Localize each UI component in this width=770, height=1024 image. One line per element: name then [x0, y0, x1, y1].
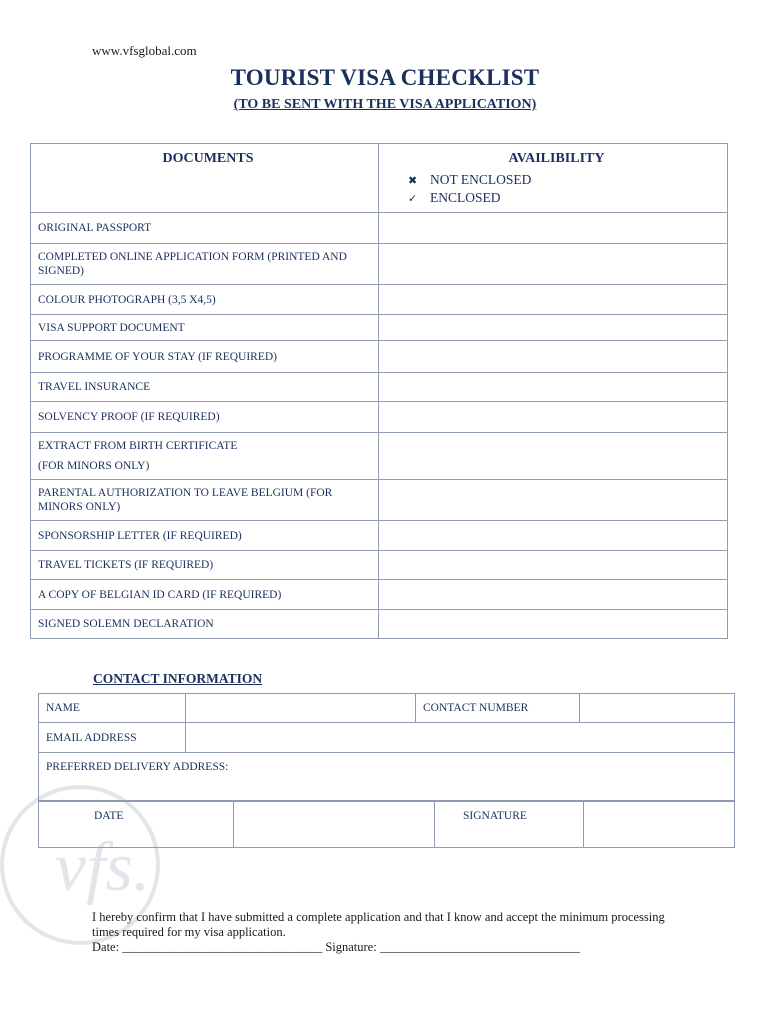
watermark-text: vfs. — [55, 829, 151, 906]
contact-information-heading: CONTACT INFORMATION — [93, 671, 263, 686]
availability-cell[interactable] — [379, 244, 728, 285]
table-row — [31, 213, 728, 244]
email-label: EMAIL ADDRESS — [39, 723, 186, 753]
document-label: COLOUR PHOTOGRAPH (3,5 X4,5) — [31, 285, 379, 315]
document-label: SIGNED SOLEMN DECLARATION — [31, 610, 379, 639]
document-label-note: (FOR MINORS ONLY) — [38, 460, 150, 472]
legend-enclosed — [386, 189, 727, 207]
contact-number-label: CONTACT NUMBER — [416, 694, 580, 723]
delivery-address-field[interactable] — [39, 753, 735, 802]
signature-label: SIGNATURE — [463, 810, 527, 822]
website-url[interactable]: www.vfsglobal.com — [92, 43, 197, 58]
table-row — [31, 341, 728, 373]
document-label: SOLVENCY PROOF (IF REQUIRED) — [31, 402, 379, 433]
table-row — [31, 580, 728, 610]
document-label: TRAVEL TICKETS (IF REQUIRED) — [31, 551, 379, 580]
availability-cell[interactable] — [379, 521, 728, 551]
availability-cell[interactable] — [379, 373, 728, 402]
availability-cell[interactable] — [379, 315, 728, 341]
table-row — [31, 551, 728, 580]
name-label: NAME — [39, 694, 186, 723]
table-row — [31, 521, 728, 551]
document-label: SPONSORSHIP LETTER (IF REQUIRED) — [31, 521, 379, 551]
email-field[interactable] — [186, 723, 735, 753]
table-row — [31, 373, 728, 402]
availability-cell[interactable] — [379, 480, 728, 521]
signature-label-cell — [435, 801, 584, 848]
confirmation-statement — [92, 910, 692, 955]
availability-title: AVAILIBILITY — [508, 151, 605, 166]
availability-cell[interactable] — [379, 551, 728, 580]
signature-field[interactable] — [584, 801, 735, 848]
table-row — [31, 480, 728, 521]
contact-number-field[interactable] — [580, 694, 735, 723]
date-label: DATE — [94, 810, 124, 822]
document-label: COMPLETED ONLINE APPLICATION FORM (PRINTED AND SIGNED) — [31, 244, 379, 285]
availability-header — [379, 144, 728, 213]
availability-cell[interactable] — [379, 285, 728, 315]
confirmation-sign-line — [92, 940, 692, 955]
confirm-date-label: Date: — [92, 940, 120, 954]
table-row — [31, 433, 728, 480]
page-subtitle: (TO BE SENT WITH THE VISA APPLICATION) — [233, 97, 537, 112]
table-row — [31, 610, 728, 639]
table-row — [31, 315, 728, 341]
availability-cell[interactable] — [379, 402, 728, 433]
table-row — [31, 402, 728, 433]
legend-not-enclosed — [386, 171, 727, 189]
contact-information-table — [38, 693, 735, 802]
document-label: TRAVEL INSURANCE — [31, 373, 379, 402]
document-label: ORIGINAL PASSPORT — [31, 213, 379, 244]
availability-cell[interactable] — [379, 213, 728, 244]
page-title: TOURIST VISA CHECKLIST — [230, 65, 540, 90]
document-label-multi — [31, 433, 379, 480]
document-checklist-table — [30, 143, 728, 639]
availability-cell[interactable] — [379, 433, 728, 480]
availability-cell[interactable] — [379, 341, 728, 373]
table-row — [31, 244, 728, 285]
cross-icon: ✖ — [408, 174, 418, 187]
delivery-address-label: PREFERRED DELIVERY ADDRESS: — [46, 761, 229, 773]
document-label: VISA SUPPORT DOCUMENT — [31, 315, 379, 341]
confirm-signature-blank[interactable]: ________________________________ — [379, 940, 580, 954]
document-label: A COPY OF BELGIAN ID CARD (IF REQUIRED) — [31, 580, 379, 610]
document-label: PROGRAMME OF YOUR STAY (IF REQUIRED) — [31, 341, 379, 373]
legend-label: NOT ENCLOSED — [430, 172, 532, 187]
date-field[interactable] — [234, 801, 435, 848]
table-row — [31, 285, 728, 315]
name-field[interactable] — [186, 694, 416, 723]
documents-header: DOCUMENTS — [31, 144, 379, 213]
date-signature-table — [38, 800, 735, 848]
confirm-date-blank[interactable]: ________________________________ — [122, 940, 323, 954]
check-icon: ✓ — [408, 192, 418, 205]
confirm-signature-label: Signature: — [325, 940, 377, 954]
legend-label: ENCLOSED — [430, 190, 501, 205]
date-label-cell — [39, 801, 234, 848]
availability-cell[interactable] — [379, 580, 728, 610]
document-label: EXTRACT FROM BIRTH CERTIFICATE — [38, 440, 238, 452]
availability-cell[interactable] — [379, 610, 728, 639]
document-label: PARENTAL AUTHORIZATION TO LEAVE BELGIUM (FOR MINORS ONLY) — [31, 480, 379, 521]
confirmation-text: I hereby confirm that I have submitted a complete application and that I know and accept the minimum processing times required for my visa application. — [92, 910, 665, 939]
